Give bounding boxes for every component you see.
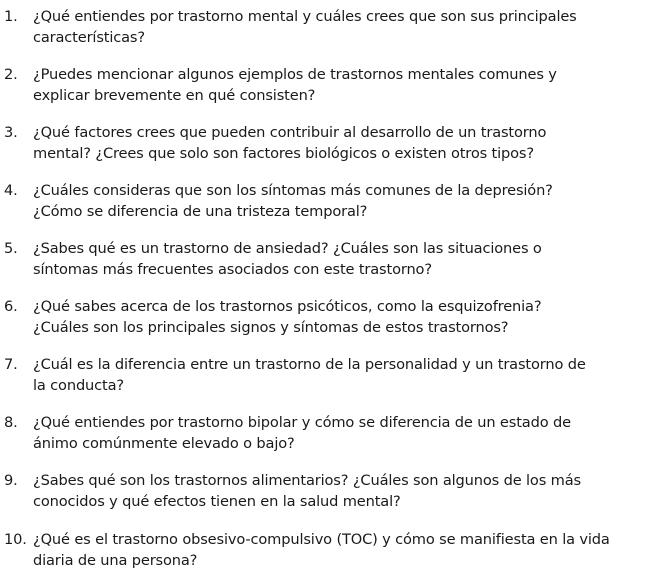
question-number: 9. — [4, 472, 18, 489]
question-line: ¿Cuál es la diferencia entre un trastorno de la personalidad y un trastorno de — [33, 356, 586, 373]
question-line: ¿Qué factores crees que pueden contribuir al desarrollo de un trastorno — [33, 124, 547, 141]
question-item — [0, 180, 662, 222]
question-line: mental? ¿Crees que solo son factores biológicos o existen otros tipos? — [33, 145, 534, 162]
question-line: explicar brevemente en qué consisten? — [33, 87, 316, 104]
question-line: ¿Sabes qué es un trastorno de ansiedad? ¿Cuáles son las situaciones o — [33, 240, 542, 257]
question-text — [33, 296, 658, 338]
question-line: ¿Qué es el trastorno obsesivo-compulsivo (TOC) y cómo se manifiesta en la vida — [33, 531, 610, 548]
question-item — [0, 354, 662, 396]
question-item — [0, 6, 662, 48]
question-line: ¿Sabes qué son los trastornos alimentarios? ¿Cuáles son algunos de los más — [33, 472, 581, 489]
question-line: conocidos y qué efectos tienen en la salud mental? — [33, 493, 401, 510]
question-item — [0, 412, 662, 454]
question-line: ánimo comúnmente elevado o bajo? — [33, 435, 295, 452]
question-number: 5. — [4, 240, 18, 257]
question-line: ¿Qué entiendes por trastorno mental y cuáles crees que son sus principales — [33, 8, 577, 25]
question-number: 7. — [4, 356, 18, 373]
question-number: 3. — [4, 124, 18, 141]
question-number: 1. — [4, 8, 18, 25]
question-line: ¿Cuáles consideras que son los síntomas más comunes de la depresión? — [33, 182, 553, 199]
question-number: 8. — [4, 414, 18, 431]
question-line: ¿Qué sabes acerca de los trastornos psicóticos, como la esquizofrenia? — [33, 298, 542, 315]
question-item — [0, 529, 662, 571]
question-line: ¿Puedes mencionar algunos ejemplos de trastornos mentales comunes y — [33, 66, 557, 83]
question-line: la conducta? — [33, 377, 124, 394]
question-item — [0, 238, 662, 280]
question-number: 4. — [4, 182, 18, 199]
question-line: ¿Qué entiendes por trastorno bipolar y cómo se diferencia de un estado de — [33, 414, 571, 431]
question-line: ¿Cómo se diferencia de una tristeza temporal? — [33, 203, 368, 220]
question-text — [33, 470, 658, 512]
question-number: 6. — [4, 298, 18, 315]
question-text — [33, 64, 658, 106]
question-item — [0, 122, 662, 164]
question-text — [33, 529, 658, 571]
question-text — [33, 122, 658, 164]
question-line: características? — [33, 29, 145, 46]
question-item — [0, 296, 662, 338]
question-text — [33, 412, 658, 454]
question-line: síntomas más frecuentes asociados con este trastorno? — [33, 261, 432, 278]
question-item — [0, 64, 662, 106]
question-item — [0, 470, 662, 512]
question-line: diaria de una persona? — [33, 552, 198, 569]
question-text — [33, 6, 658, 48]
question-number: 2. — [4, 66, 18, 83]
question-text — [33, 238, 658, 280]
question-number: 10. — [4, 531, 27, 548]
question-text — [33, 180, 658, 222]
question-line: ¿Cuáles son los principales signos y síntomas de estos trastornos? — [33, 319, 509, 336]
question-text — [33, 354, 658, 396]
